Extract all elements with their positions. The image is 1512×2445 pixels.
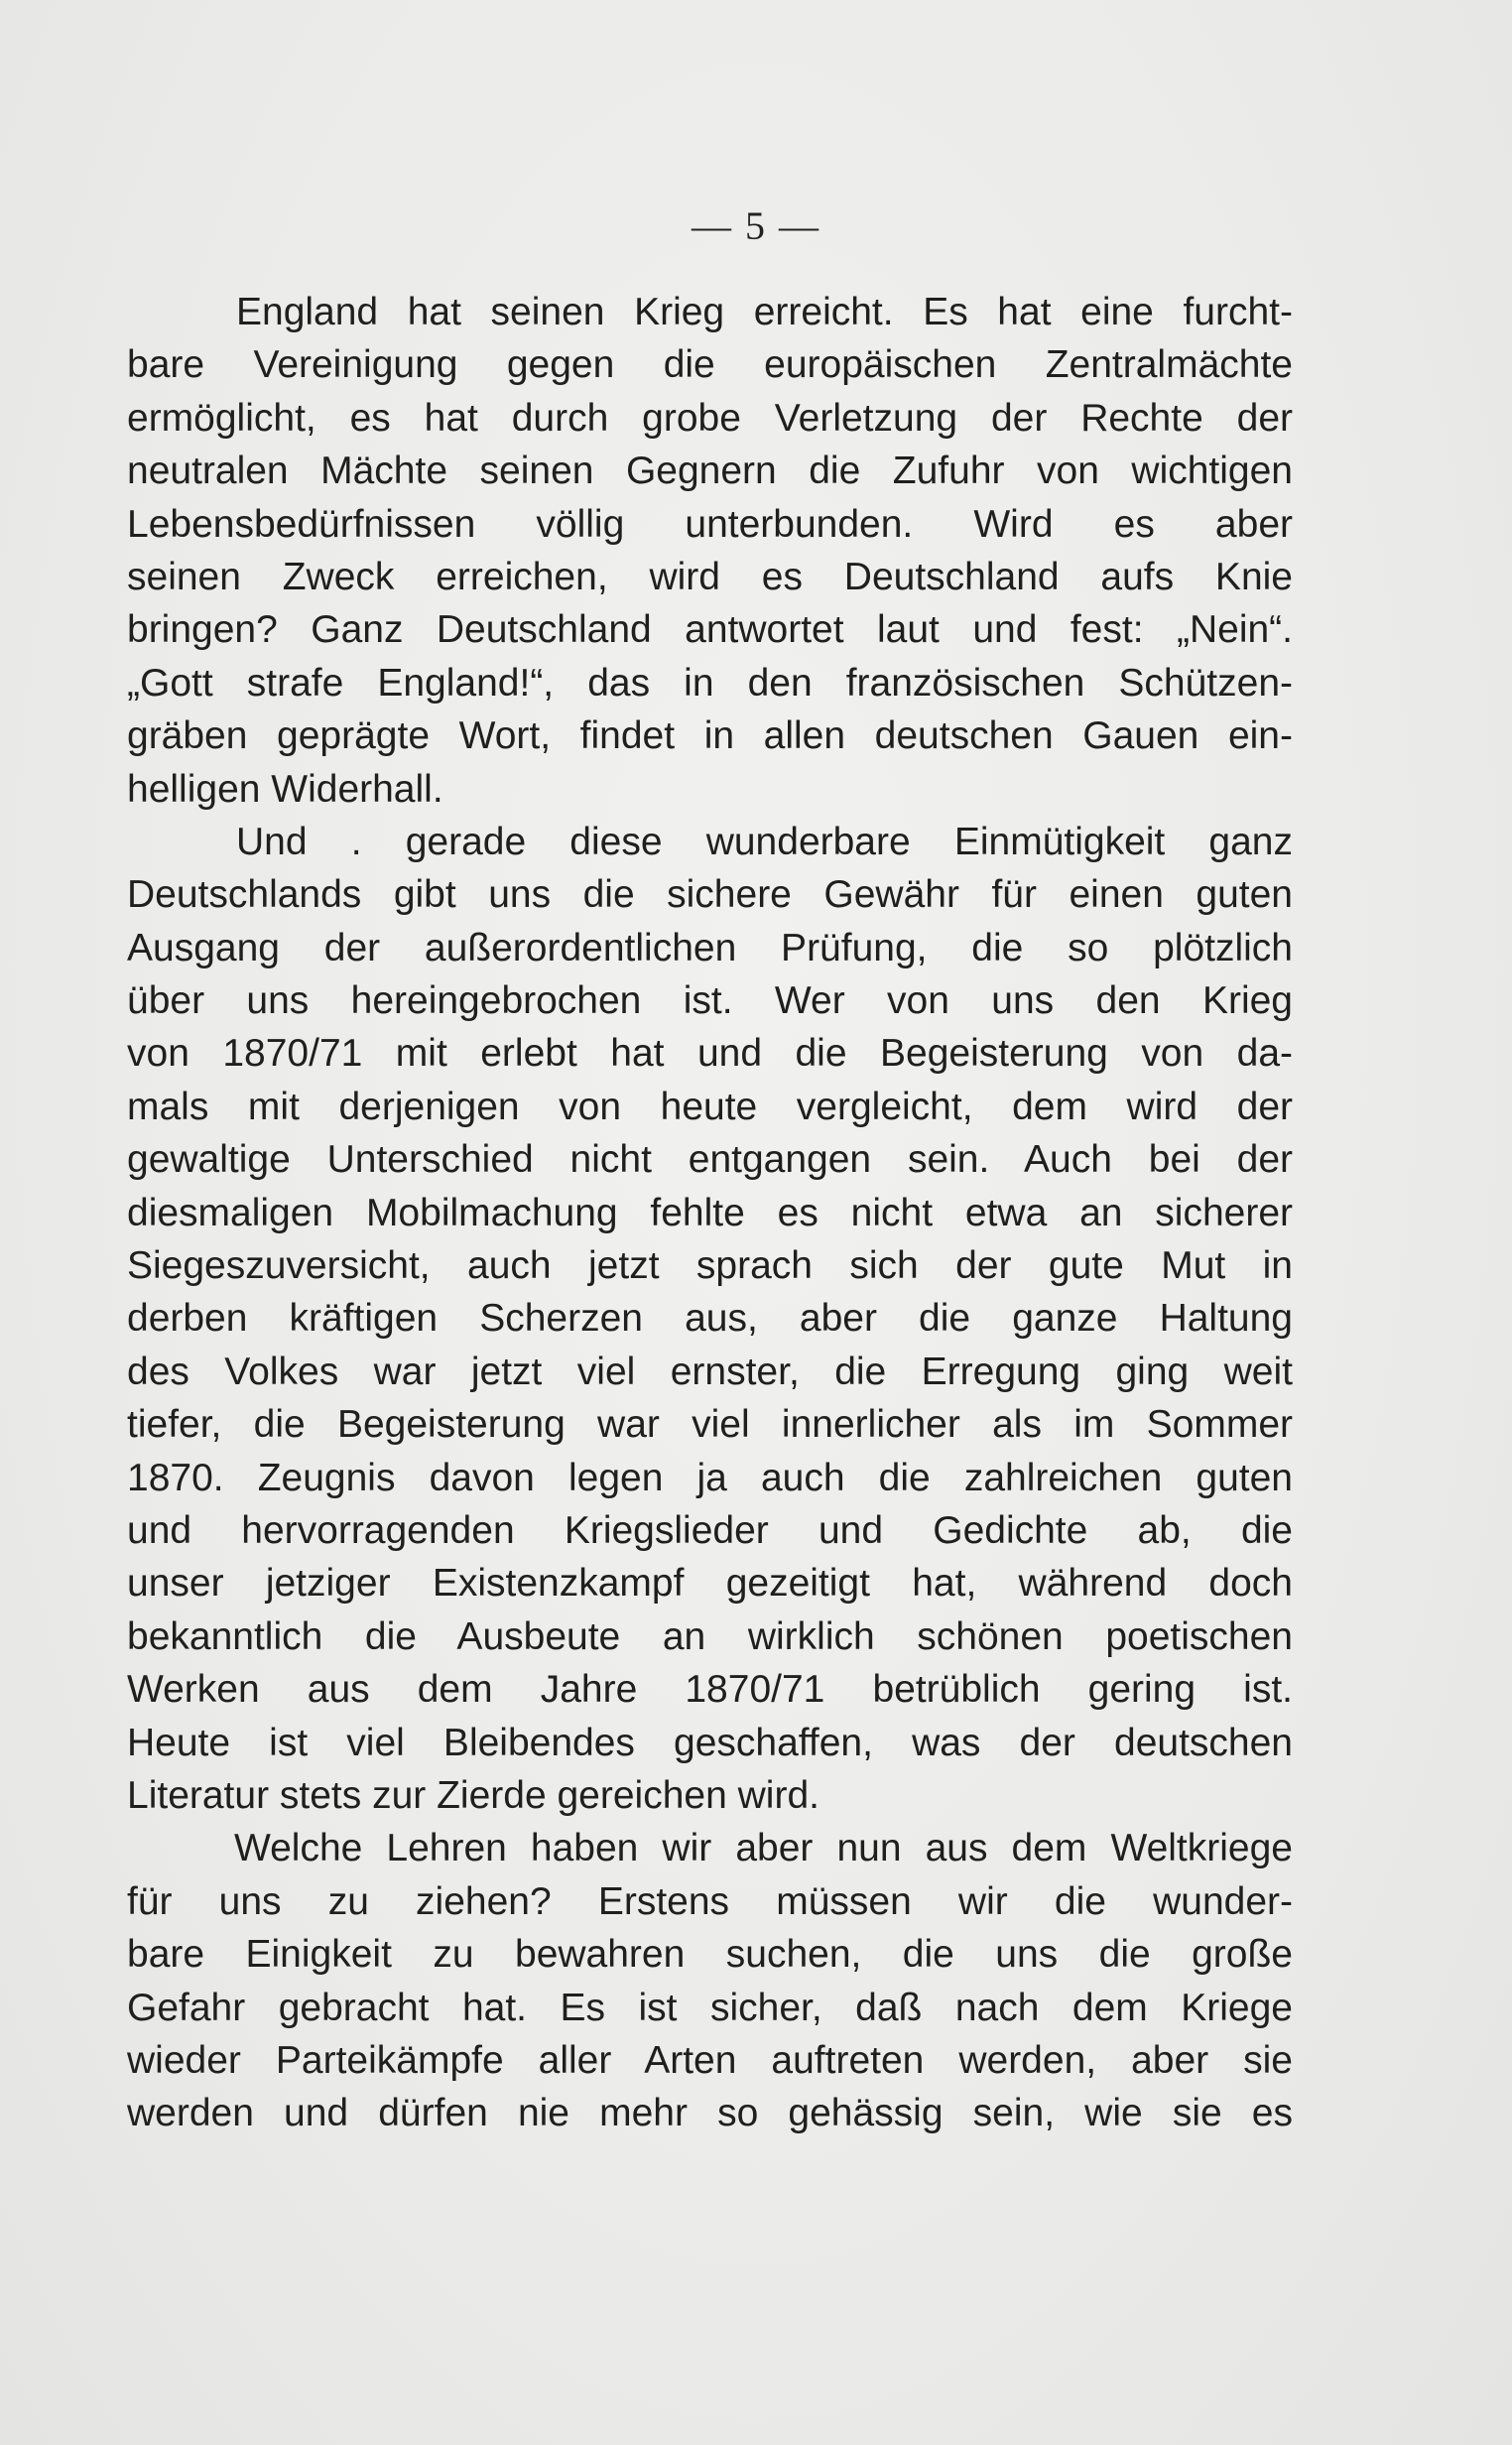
text-line: Heute ist viel Bleibendes geschaffen, was der deutschen [127, 1721, 1293, 1764]
paragraph-1 [127, 286, 1293, 816]
paragraph-3 [127, 1822, 1293, 2139]
text-line: Ausgang der außerordentlichen Prüfung, die so plötzlich [127, 926, 1293, 969]
page-number: — 5 — [692, 203, 820, 248]
text-line: „Gott strafe England!“, das in den französischen Schützen- [127, 661, 1293, 705]
text-line: Und . gerade diese wunderbare Einmütigkeit ganz [236, 820, 1293, 863]
text-line: für uns zu ziehen? Erstens müssen wir die wunder- [127, 1879, 1293, 1923]
text-line: und hervorragenden Kriegslieder und Gedichte ab, die [127, 1508, 1293, 1552]
text-line: über uns hereingebrochen ist. Wer von uns den Krieg [127, 979, 1293, 1023]
text-line: Welche Lehren haben wir aber nun aus dem Weltkriege [234, 1827, 1293, 1870]
text-line: ermöglicht, es hat durch grobe Verletzung der Rechte der [127, 396, 1293, 440]
text-line: tiefer, die Begeisterung war viel innerlicher als im Sommer [127, 1403, 1293, 1447]
text-line: neutralen Mächte seinen Gegnern die Zufuhr von wichtigen [127, 450, 1293, 493]
text-line: bringen? Ganz Deutschland antwortet laut und fest: „Nein“. [127, 608, 1293, 652]
text-line: 1870. Zeugnis davon legen ja auch die zahlreichen guten [127, 1456, 1293, 1499]
text-line: Siegeszuversicht, auch jetzt sprach sich der gute Mut in [127, 1244, 1293, 1288]
text-line: England hat seinen Krieg erreicht. Es hat eine furcht- [236, 291, 1293, 333]
text-line: bare Vereinigung gegen die europäischen Zentralmächte [127, 343, 1293, 387]
text-line: von 1870/71 mit erlebt hat und die Begeisterung von da- [127, 1032, 1293, 1076]
text-line: gewaltige Unterschied nicht entgangen sein. Auch bei der [127, 1138, 1293, 1182]
text-line: diesmaligen Mobilmachung fehlte es nicht etwa an sicherer [127, 1191, 1293, 1234]
text-line: werden und dürfen nie mehr so gehässig sein, wie sie es [127, 2092, 1293, 2135]
text-line: wieder Parteikämpfe aller Arten auftreten werden, aber sie [127, 2038, 1293, 2082]
text-line: helligen Widerhall. [127, 767, 443, 811]
text-line: derben kräftigen Scherzen aus, aber die ganze Haltung [127, 1297, 1293, 1341]
text-line: seinen Zweck erreichen, wird es Deutschland aufs Knie [127, 555, 1293, 598]
text-line: gräben geprägte Wort, findet in allen deutschen Gauen ein- [127, 714, 1293, 758]
text-line: Literatur stets zur Zierde gereichen wird. [127, 1773, 819, 1817]
paragraph-2 [127, 816, 1293, 1822]
text-line: Deutschlands gibt uns die sichere Gewähr für einen guten [127, 873, 1293, 917]
text-line: bekanntlich die Ausbeute an wirklich schönen poetischen [127, 1614, 1293, 1658]
body-text [127, 286, 1293, 2140]
text-line: unser jetziger Existenzkampf gezeitigt hat, während doch [127, 1562, 1293, 1606]
text-line: des Volkes war jetzt viel ernster, die Erregung ging weit [127, 1350, 1293, 1393]
text-line: Werken aus dem Jahre 1870/71 betrüblich gering ist. [127, 1668, 1293, 1712]
text-line: mals mit derjenigen von heute vergleicht, dem wird der [127, 1085, 1293, 1128]
text-line: Gefahr gebracht hat. Es ist sicher, daß nach dem Kriege [127, 1986, 1293, 2029]
text-line: Lebensbedürfnissen völlig unterbunden. Wird es aber [127, 502, 1293, 546]
text-line: bare Einigkeit zu bewahren suchen, die uns die große [127, 1933, 1293, 1977]
